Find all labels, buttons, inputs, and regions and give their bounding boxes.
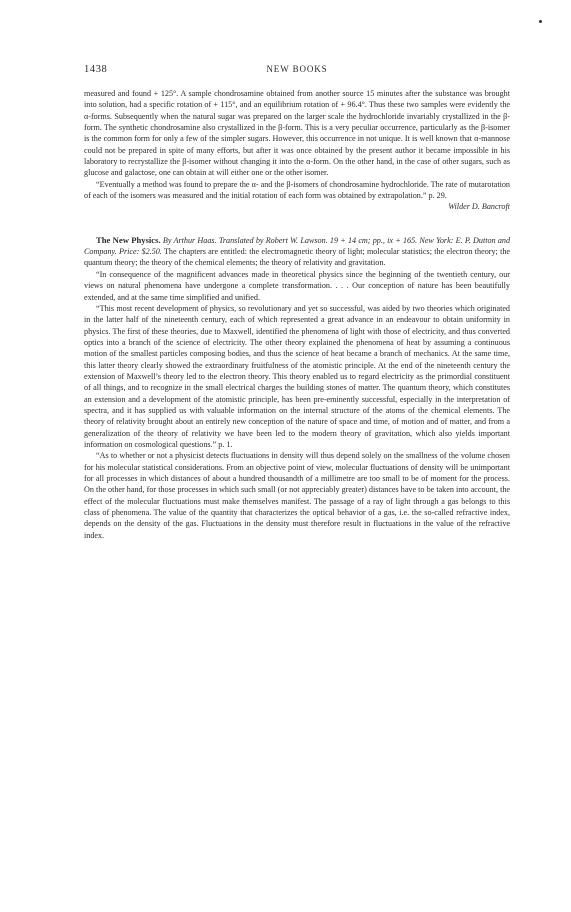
review-separator xyxy=(84,213,510,235)
review2-paragraph-1: “In consequence of the magnificent advances made in theoretical physics since the beginning of the twentieth century, our views on natural phenomena have undergone a complete transformation. . . . Our conception of nature has been beautifully extended, and at the same time simplified and unified. xyxy=(84,269,510,302)
page-number: 1438 xyxy=(84,64,108,75)
review1-signature: Wilder D. Bancroft xyxy=(448,202,510,212)
header-title: NEW BOOKS xyxy=(266,64,328,74)
book-page xyxy=(84,64,510,541)
review2-paragraph-2: “This most recent development of physics, so revolutionary and yet so successful, was aided by two theories which originated in the latter half of the nineteenth century, each of which represented a great advance in an endeavour to obtain uniformity in physics. The first of these theories, due to Maxwell, identified the phenomena of light with those of electricity, and thus converted optics into a branch of the science of electricity. The other theory explained the phenomena of heat by assuming a continuous motion of the smallest particles composing bodies, and thus the science of heat became a branch of mechanics. At the same time, this latter theory clearly showed the extraordinary fruitfulness of the atomistic principle. At the end of the nineteenth century the extension of Maxwell’s theory led to the electron theory. This theory enabled us to regard electricity as the primordial constituent of all things, and to recognize in the small electrical charges the building stones of matter. The quantum theory, which constitutes an extension and a development of the atomistic principle, has been pre-eminently successful, especially in the interpretation of spectra, and it has supplied us with valuable information on the internal structure of the atoms of the chemical elements. The theory of relativity brought about an entirely new conception of the nature of space and time, of motion and of matter, and from a generalization of the theory of relativity we have been led to the modern theory of gravitation, which also yields important information on cosmological questions.” p. 1. xyxy=(84,303,510,449)
review1-paragraph-2: “Eventually a method was found to prepare the α- and the β-isomers of chondrosamine hydrochloride. The rate of mutarotation of each of the isomers was measured and the initial rotation of each form was obtained by extrapolation.” p. 29. xyxy=(84,179,510,201)
review1-paragraph-1: measured and found + 125°. A sample chondrosamine obtained from another source 15 minutes after the substance was brought into solution, had a specific rotation of + 115°, and an equilibrium rotation of + 96.4°. Thus these two samples were evidently the α-forms. Subsequently when the natural sugar was prepared on the larger scale the hydrochloride invariably crystallized in the β-form. The synthetic chondrosamine also crystallized in the β-form. This is a very peculiar occurrence, particularly as the β-isomer is the common form for only a few of the simpler sugars. However, this occurrence in not unique. It is well known that α-mannose could not be prepared in spite of many efforts, but after it was once obtained by the present author it became impossible in his laboratory to recrystallize the β-isomer without changing it into the α-form. On the other hand, in the case of other sugars, such as glucose and galactose, one can obtain at will either one or the other isomer. xyxy=(84,89,510,178)
book-title: The New Physics. xyxy=(96,234,161,245)
review2-paragraph-3: “As to whether or not a physicist detects fluctuations in density will thus depend solely on the smallness of the volume chosen for his molecular statistical considerations. From an objective point of view, molecular fluctuations of density will be unimportant for all processes in which distances of about a hundred thousandth of a millimetre are too small to be of moment for the process. On the other hand, for those processes in which such small (or not appreciably greater) distances have to be taken into account, the effect of the molecular fluctuations must make themselves manifest. The passage of a ray of light through a gas belongs to this class of phenomena. The value of the quantity that characterizes the optical behavior of a gas, i.e. the so-called refractive index, depends on the density of the gas. Fluctuations in the density must therefore result in fluctuations in the value of the refractive index. xyxy=(84,451,510,540)
book-byline: By Arthur Haas. Translated by Robert W. Lawson. 19 + 14 cm; pp., ix + 165. New York: E. P. Dutton and Company. Price: $2.50. xyxy=(84,235,511,257)
corner-mark xyxy=(539,20,542,23)
page-body xyxy=(84,88,510,541)
running-head xyxy=(84,64,510,80)
review2-heading-paragraph xyxy=(84,235,510,269)
book-chapters-intro: The chapters are entitled: the electromagnetic theory of light; molecular statistics; the electron theory; the quantum theory; the theory of the chemical elements; the theory of relativity and gravitation. xyxy=(84,247,510,268)
